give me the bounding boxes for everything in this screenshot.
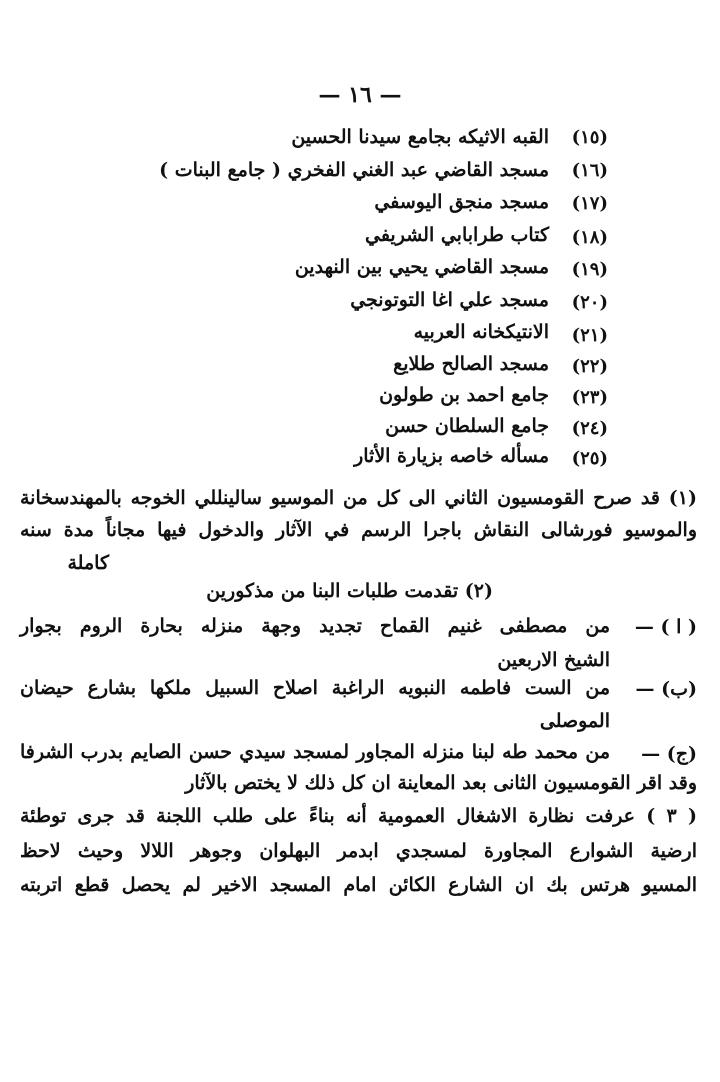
paragraph-line: ارضية الشوارع المجاورة لمسجدي ابدمر البهلوان وجوهر اللالا وحيث لاحظ xyxy=(20,840,697,862)
list-item-text: مسجد القاضي يحيي بين النهدين xyxy=(294,256,549,278)
list-item-number: (٢٣) xyxy=(571,387,608,408)
paragraph-line: الموصلى xyxy=(539,710,610,732)
list-item-text: مسجد القاضي عبد الغني الفخري ( جامع البنات ) xyxy=(159,159,549,181)
paragraph-line: من مصطفى غنيم القماح تجديد وجهة منزله بحارة الروم بجوار xyxy=(20,615,610,637)
list-item-text: جامع احمد بن طولون xyxy=(379,384,549,406)
list-item-text: القبه الاثيكه بجامع سيدنا الحسين xyxy=(291,126,549,148)
paragraph-line: ( ٣ ) عرفت نظارة الاشغال العمومية أنه بناءً على طلب اللجنة قد جرى توطئة xyxy=(20,805,697,827)
list-item-text: مسجد الصالح طلايع xyxy=(393,353,549,375)
section-heading: (٢) تقدمت طلبات البنا من مذكورين xyxy=(206,580,493,602)
list-item-number: (١٨) xyxy=(571,227,608,248)
list-item-number: (٢٢) xyxy=(571,356,608,377)
list-item-number: (٢٥) xyxy=(571,448,608,469)
list-item-number: (١٦) xyxy=(571,160,608,181)
list-item-text: جامع السلطان حسن xyxy=(385,415,549,437)
list-item-number: (٢٠) xyxy=(571,292,608,313)
paragraph-line: من محمد طه لبنا منزله المجاور لمسجد سيدي حسن الصايم بدرب الشرفا xyxy=(20,741,610,763)
list-item-text: مسأله خاصه بزيارة الأثار xyxy=(354,445,549,467)
item-label: (ب) — xyxy=(635,678,697,700)
paragraph-line: الشيخ الاربعين xyxy=(497,649,610,671)
paragraph-line: المسيو هرتس بك ان الشارع الكائن امام المسجد الاخير لم يحصل قطع اتربته xyxy=(20,874,697,896)
list-item-number: (١٩) xyxy=(571,259,608,280)
list-item-number: (١٥) xyxy=(571,127,608,148)
list-item-text: مسجد منجق اليوسفي xyxy=(374,191,549,213)
list-item-text: الانتيكخانه العربيه xyxy=(413,321,549,343)
list-item-text: مسجد علي اغا التوتونجي xyxy=(350,289,549,311)
item-label: ( ا ) — xyxy=(634,616,697,638)
list-item-number: (٢١) xyxy=(571,325,608,346)
paragraph-line: من الست فاطمه النبويه الراغبة اصلاح السبيل ملكها بشارع حيضان xyxy=(20,677,610,699)
page-number: — ١٦ — xyxy=(318,82,402,108)
paragraph-line: كاملة xyxy=(67,552,109,574)
list-item-number: (٢٤) xyxy=(571,418,608,439)
item-label: (ج) — xyxy=(641,743,697,765)
paragraph-line: (١) قد صرح القومسيون الثاني الى كل من الموسيو سالينللي الخوجه بالمهندسخانة xyxy=(20,487,697,509)
paragraph-line: والموسيو فورشالى النقاش باجرا الرسم في الآثار والدخول فيها مجاناً مدة سنه xyxy=(20,519,697,541)
list-item-number: (١٧) xyxy=(571,193,608,214)
list-item-text: كتاب طرابابي الشريفي xyxy=(364,224,549,246)
paragraph-line: وقد اقر القومسيون الثانى بعد المعاينة ان كل ذلك لا يختص بالآثار xyxy=(185,772,697,794)
